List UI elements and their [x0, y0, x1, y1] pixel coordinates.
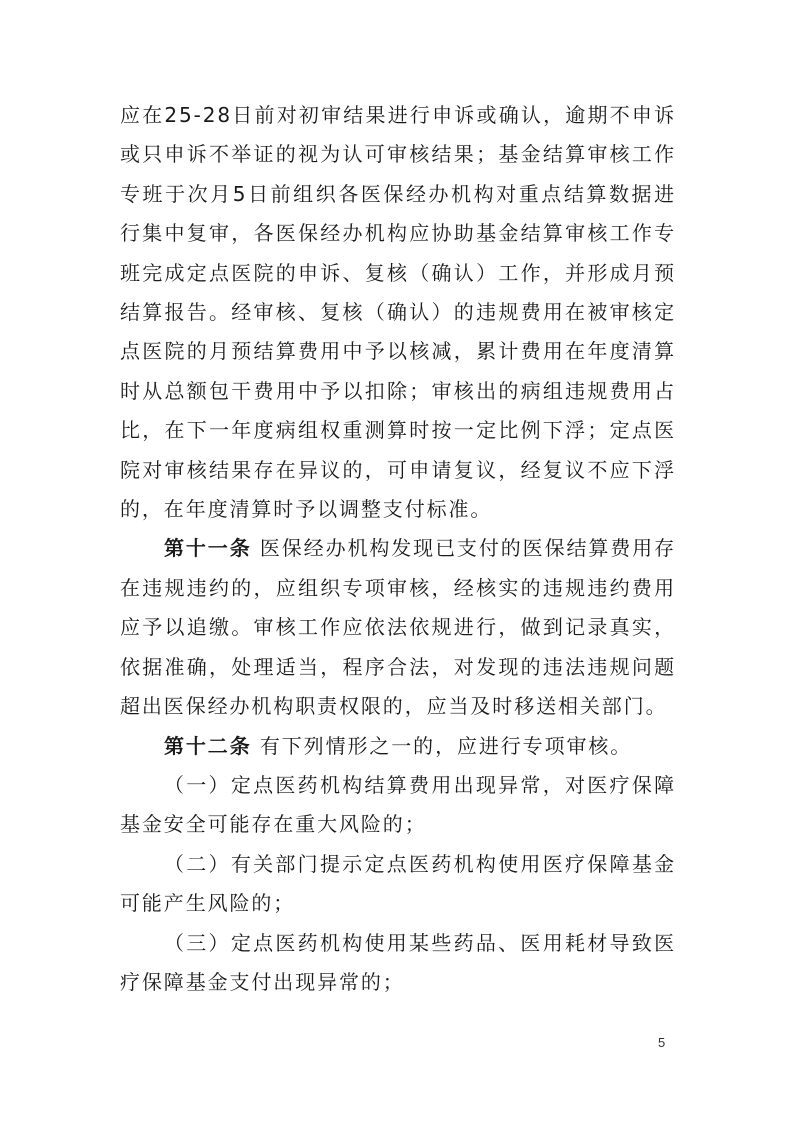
article-11-body: 医保经办机构发现已支付的医保结算费用存在违规违约的，应组织专项审核，经核实的违规违约费用应予以追缴。审核工作应依法依规进行，做到记录真实，依据准确，处理适当，程序合法，对发现的违法违规问题超出医保经办机构职责权限的，应当及时移送相关部门。: [120, 536, 676, 719]
body-text: [120, 96, 676, 1002]
page-number: 5: [658, 1035, 666, 1050]
list-item-1: （一）定点医药机构结算费用出现异常，对医疗保障基金安全可能存在重大风险的；: [120, 772, 676, 837]
article-12-heading: 第十二条: [164, 733, 252, 758]
paragraph-appeal-review: 应在25-28日前对初审结果进行申诉或确认，逾期不申诉或只申诉不举证的视为认可审核结果；基金结算审核工作专班于次月5日前组织各医保经办机构对重点结算数据进行集中复审，各医保经办机构应协助基金结算审核工作专班完成定点医院的申诉、复核（确认）工作，并形成月预结算报告。经审核、复核（确认）的违规费用在被审核定点医院的月预结算费用中予以核减，累计费用在年度清算时从总额包干费用中予以扣除；审核出的病组违规费用占比，在下一年度病组权重测算时按一定比例下浮；定点医院对审核结果存在异议的，可申请复议，经复议不应下浮的，在年度清算时予以调整支付标准。: [120, 103, 676, 522]
article-12: [120, 727, 676, 766]
article-11: [120, 529, 676, 726]
list-item-3: （三）定点医药机构使用某些药品、医用耗材导致医疗保障基金支付出现异常的；: [120, 930, 676, 994]
article-11-heading: 第十一条: [164, 536, 252, 561]
list-item-2: （二）有关部门提示定点医药机构使用医疗保障基金可能产生风险的；: [120, 851, 676, 916]
article-12-body: 有下列情形之一的，应进行专项审核。: [259, 733, 633, 758]
